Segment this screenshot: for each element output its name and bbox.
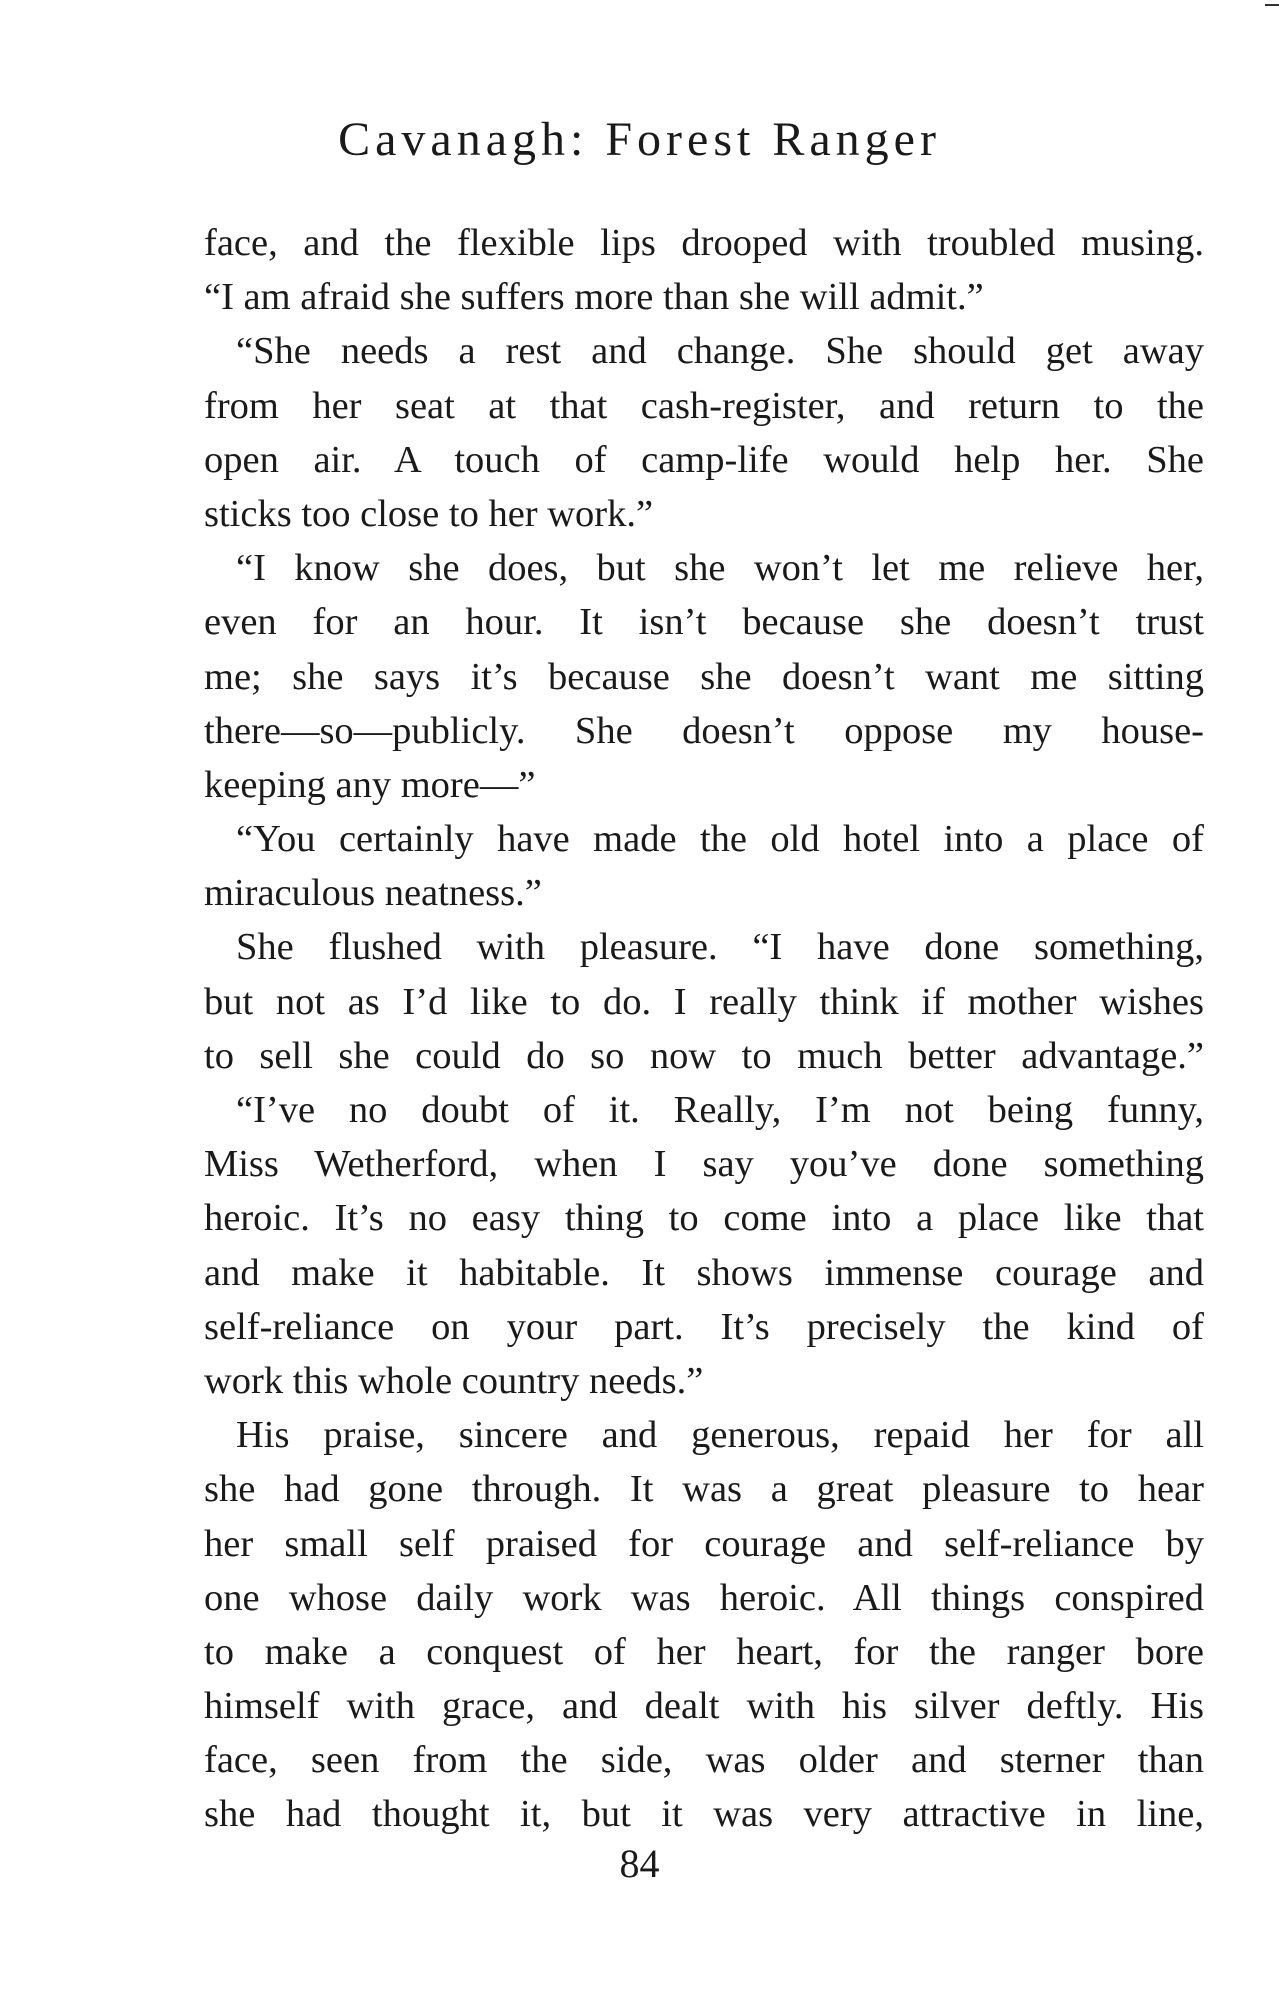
text-line: His praise, sincere and generous, repaid her for all bbox=[236, 1414, 1204, 1457]
text-line: to sell she could do so now to much better advantage.” bbox=[204, 1034, 1204, 1077]
text-line: to make a conquest of her heart, for the ranger bore bbox=[204, 1630, 1204, 1673]
page-edge-mark bbox=[1265, 4, 1279, 6]
text-line: she had gone through. It was a great pleasure to hear bbox=[204, 1468, 1204, 1511]
text-line: “I am afraid she suffers more than she will admit.” bbox=[204, 276, 984, 319]
text-line: me; she says it’s because she doesn’t want me sitting bbox=[204, 655, 1204, 698]
text-line: She flushed with pleasure. “I have done something, bbox=[236, 926, 1204, 969]
text-line: sticks too close to her work.” bbox=[204, 492, 654, 535]
page-number: 84 bbox=[619, 1841, 660, 1886]
text-line: “I know she does, but she won’t let me relieve her, bbox=[236, 547, 1204, 590]
text-line: face, and the flexible lips drooped with troubled musing. bbox=[204, 222, 1204, 264]
text-line: but not as I’d like to do. I really think if mother wishes bbox=[204, 980, 1204, 1023]
body-text bbox=[204, 216, 1204, 1842]
text-line: open air. A touch of camp-life would help her. She bbox=[204, 438, 1204, 481]
text-line: she had thought it, but it was very attractive in line, bbox=[204, 1793, 1204, 1836]
text-line: “She needs a rest and change. She should get away bbox=[236, 330, 1204, 373]
text-line: and make it habitable. It shows immense courage and bbox=[204, 1251, 1204, 1294]
text-line: even for an hour. It isn’t because she doesn’t trust bbox=[204, 601, 1204, 644]
text-line: from her seat at that cash-register, and return to the bbox=[204, 384, 1204, 427]
text-line: her small self praised for courage and self-reliance by bbox=[204, 1522, 1204, 1565]
text-line: himself with grace, and dealt with his silver deftly. His bbox=[204, 1685, 1204, 1728]
text-line: self-reliance on your part. It’s precisely the kind of bbox=[204, 1305, 1204, 1348]
text-line: there—so—publicly. She doesn’t oppose my house- bbox=[204, 709, 1204, 752]
text-line: Miss Wetherford, when I say you’ve done something bbox=[204, 1143, 1204, 1186]
text-line: work this whole country needs.” bbox=[204, 1359, 704, 1402]
text-line: heroic. It’s no easy thing to come into a place like that bbox=[204, 1197, 1204, 1240]
text-line: one whose daily work was heroic. All things conspired bbox=[204, 1576, 1204, 1619]
running-title: Cavanagh: Forest Ranger bbox=[338, 113, 941, 166]
text-line: “I’ve no doubt of it. Really, I’m not being funny, bbox=[236, 1089, 1204, 1131]
text-line: face, seen from the side, was older and sterner than bbox=[204, 1739, 1204, 1782]
text-line: “You certainly have made the old hotel into a place of bbox=[236, 818, 1204, 861]
text-line: keeping any more—” bbox=[204, 763, 536, 806]
text-line: miraculous neatness.” bbox=[204, 872, 542, 915]
